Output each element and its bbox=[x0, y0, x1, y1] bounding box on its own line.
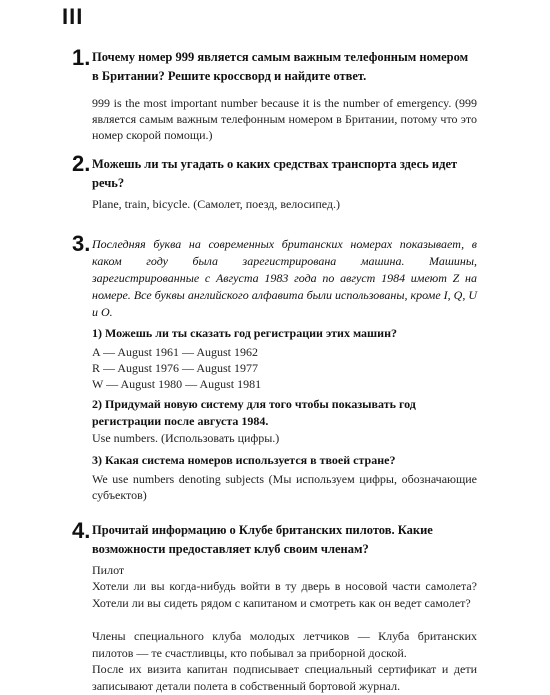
question-3-sub3-question: 3) Какая система номеров используется в твоей стране? bbox=[92, 453, 396, 467]
question-1-number: 1. bbox=[72, 45, 91, 70]
question-4-number: 4. bbox=[72, 518, 91, 543]
question-4-paragraph-1: Хотели ли вы когда-нибудь войти в ту дверь в носовой части самолета? Хотели ли вы сидеть рядом с капитаном и смотреть как он ведет самолет? bbox=[92, 579, 477, 610]
question-4-text: Прочитай информацию о Клубе британских пилотов. Какие возможности предоставляет клуб своим членам? bbox=[92, 523, 433, 556]
registration-line: A — August 1961 — August 1962 bbox=[92, 345, 259, 359]
question-3-sub1-question: 1) Можешь ли ты сказать год регистрации этих машин? bbox=[92, 326, 397, 340]
question-1-text: Почему номер 999 является самым важным телефонным номером в Британии? Решите кроссворд и найдите ответ. bbox=[92, 50, 469, 83]
question-1-answer: 999 is the most important number because it is the number of emergency. (999 является самым важным телефонным номером в Британии, потому что это номер скорой помощи.) bbox=[92, 96, 477, 142]
question-2-number: 2. bbox=[72, 151, 91, 176]
question-4-paragraph-2: Члены специального клуба молодых летчиков — Клуба британских пилотов — те счастливцы, кто побывал за приборной доской. bbox=[92, 629, 477, 660]
question-3-sub3-answer: We use numbers denoting subjects (Мы используем цифры, обозначающие субъектов) bbox=[92, 472, 477, 502]
section-mark: III bbox=[62, 4, 84, 29]
question-4-paragraph-3: После их визита капитан подписывает специальный сертификат и дети записывают детали полета в собственный бортовой журнал. bbox=[92, 662, 477, 693]
question-3-number: 3. bbox=[72, 231, 91, 256]
question-3-sub1-answers bbox=[92, 344, 477, 392]
question-2-answer: Plane, train, bicycle. (Самолет, поезд, велосипед.) bbox=[92, 197, 341, 211]
question-3-sub2-answer: Use numbers. (Использовать цифры.) bbox=[92, 431, 280, 445]
registration-line: R — August 1976 — August 1977 bbox=[92, 361, 259, 375]
question-4-heading: Пилот bbox=[92, 563, 125, 577]
registration-line: W — August 1980 — August 1981 bbox=[92, 377, 262, 391]
question-2-text: Можешь ли ты угадать о каких средствах транспорта здесь идет речь? bbox=[92, 157, 458, 190]
question-3-sub2-question: 2) Придумай новую систему для того чтобы показывать год регистрации после августа 1984. bbox=[92, 397, 416, 428]
question-3-text: Последняя буква на современных британских номерах показывает, в каком году была зарегистрирована машина. Машины, зарегистрированные с Августа 1983 года по август 1984 имеют Z на номере. Все буквы английского алфавита были использованы, кроме I, Q, U и O. bbox=[92, 237, 477, 319]
